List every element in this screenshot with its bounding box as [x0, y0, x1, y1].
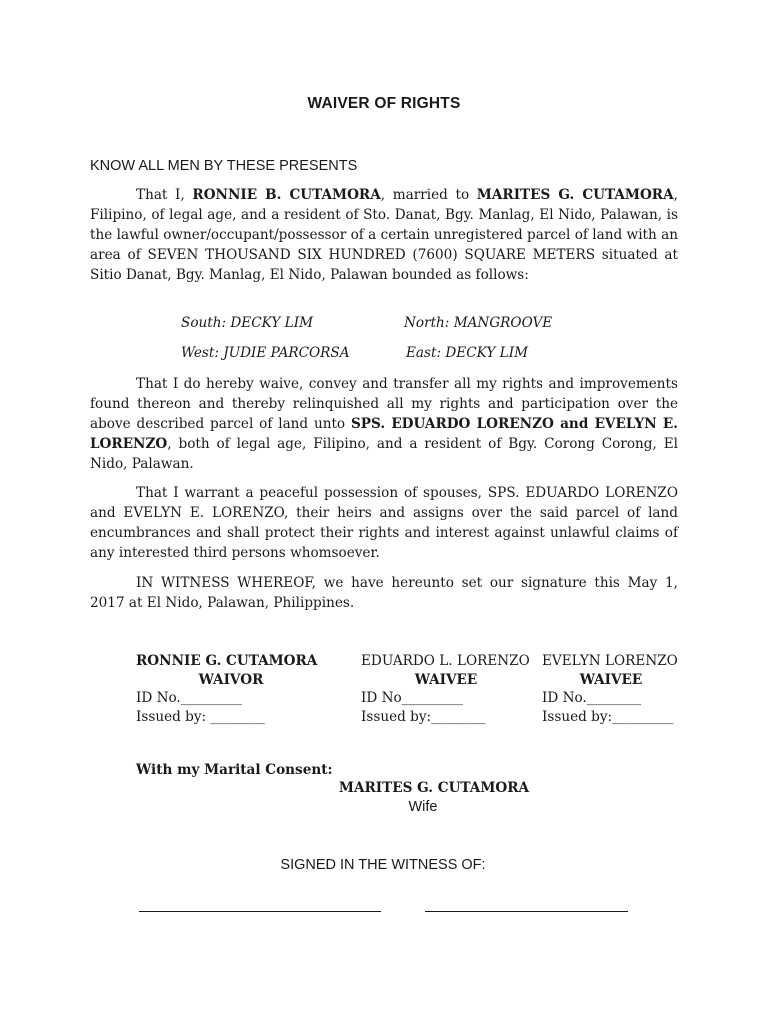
boundary-west: West: JUDIE PARCORSA	[181, 345, 350, 361]
signatory-role: WAIVEE	[579, 671, 643, 688]
paragraph-ownership	[90, 185, 678, 285]
signatory-issued-field: Issued by:________	[361, 708, 486, 725]
waivee-names: SPS. EDUARDO LORENZO and EVELYN E. LORENZO	[90, 416, 678, 452]
signatory-waivee-eduardo	[361, 652, 531, 726]
paragraph-witness-whereof: IN WITNESS WHEREOF, we have hereunto set our signature this May 1, 2017 at El Nido, Palawan, Philippines.	[90, 575, 678, 611]
witness-signature-line-2	[425, 911, 628, 912]
spouse-name: MARITES G. CUTAMORA	[476, 187, 674, 203]
signatory-id-field: ID No_________	[361, 690, 463, 706]
paragraph-waiver	[90, 374, 678, 474]
paragraph-warranty: That I warrant a peaceful possession of spouses, SPS. EDUARDO LORENZO and EVELYN E. LORENZO, their heirs and assigns over the said parcel of land encumbrances and shall protect their rights and interest against unlawful claims of any interested third persons whomsoever.	[90, 485, 678, 561]
p1-text-e: , Filipino, of legal age, and a resident of Sto. Danat, Bgy. Manlag, El Nido, Palawan, is the lawful owner/occupant/possessor of a certain unregistered parcel of land with an area of SEVEN THOUSAND SIX HUNDRED (7600) SQUARE METERS situated at Sitio Danat, Bgy. Manlag, El Nido, Palawan bounded as follows:	[90, 187, 678, 283]
boundary-south: South: DECKY LIM	[181, 315, 313, 331]
witness-heading: SIGNED IN THE WITNESS OF:	[280, 857, 486, 873]
signatory-issued-field: Issued by:_________	[542, 708, 674, 725]
consent-name: MARITES G. CUTAMORA	[338, 780, 530, 796]
signatory-id-field: ID No.________	[542, 690, 642, 706]
signatory-name: EVELYN LORENZO	[542, 653, 678, 669]
owner-name: RONNIE B. CUTAMORA	[192, 187, 381, 203]
signatory-waivee-evelyn	[542, 652, 680, 726]
boundary-east: East: DECKY LIM	[406, 345, 528, 361]
signatory-role: WAIVOR	[198, 671, 264, 688]
signatory-role: WAIVEE	[414, 671, 478, 688]
document-title: WAIVER OF RIGHTS	[307, 95, 461, 112]
p1-text-a: That I,	[136, 187, 193, 203]
marital-consent-label: With my Marital Consent:	[136, 762, 333, 778]
p2-text-a: That I do hereby waive, convey and transfer all my rights and improvements found thereon and thereby relinquished all my rights and participation over the above described parcel of land unto	[90, 376, 678, 432]
signatory-name: EDUARDO L. LORENZO	[361, 653, 530, 669]
intro-line: KNOW ALL MEN BY THESE PRESENTS	[90, 158, 358, 174]
signatory-id-field: ID No._________	[136, 690, 242, 706]
signatory-name: RONNIE G. CUTAMORA	[136, 653, 318, 669]
p2-text-c: , both of legal age, Filipino, and a resident of Bgy. Corong Corong, El Nido, Palawan.	[90, 436, 678, 472]
boundary-north: North: MANGROOVE	[404, 315, 553, 331]
witness-signature-line-1	[139, 911, 381, 912]
p1-text-c: , married to	[380, 187, 477, 203]
consent-role: Wife	[408, 799, 438, 815]
signatory-issued-field: Issued by: ________	[136, 708, 265, 725]
signatory-waivor	[136, 652, 326, 726]
